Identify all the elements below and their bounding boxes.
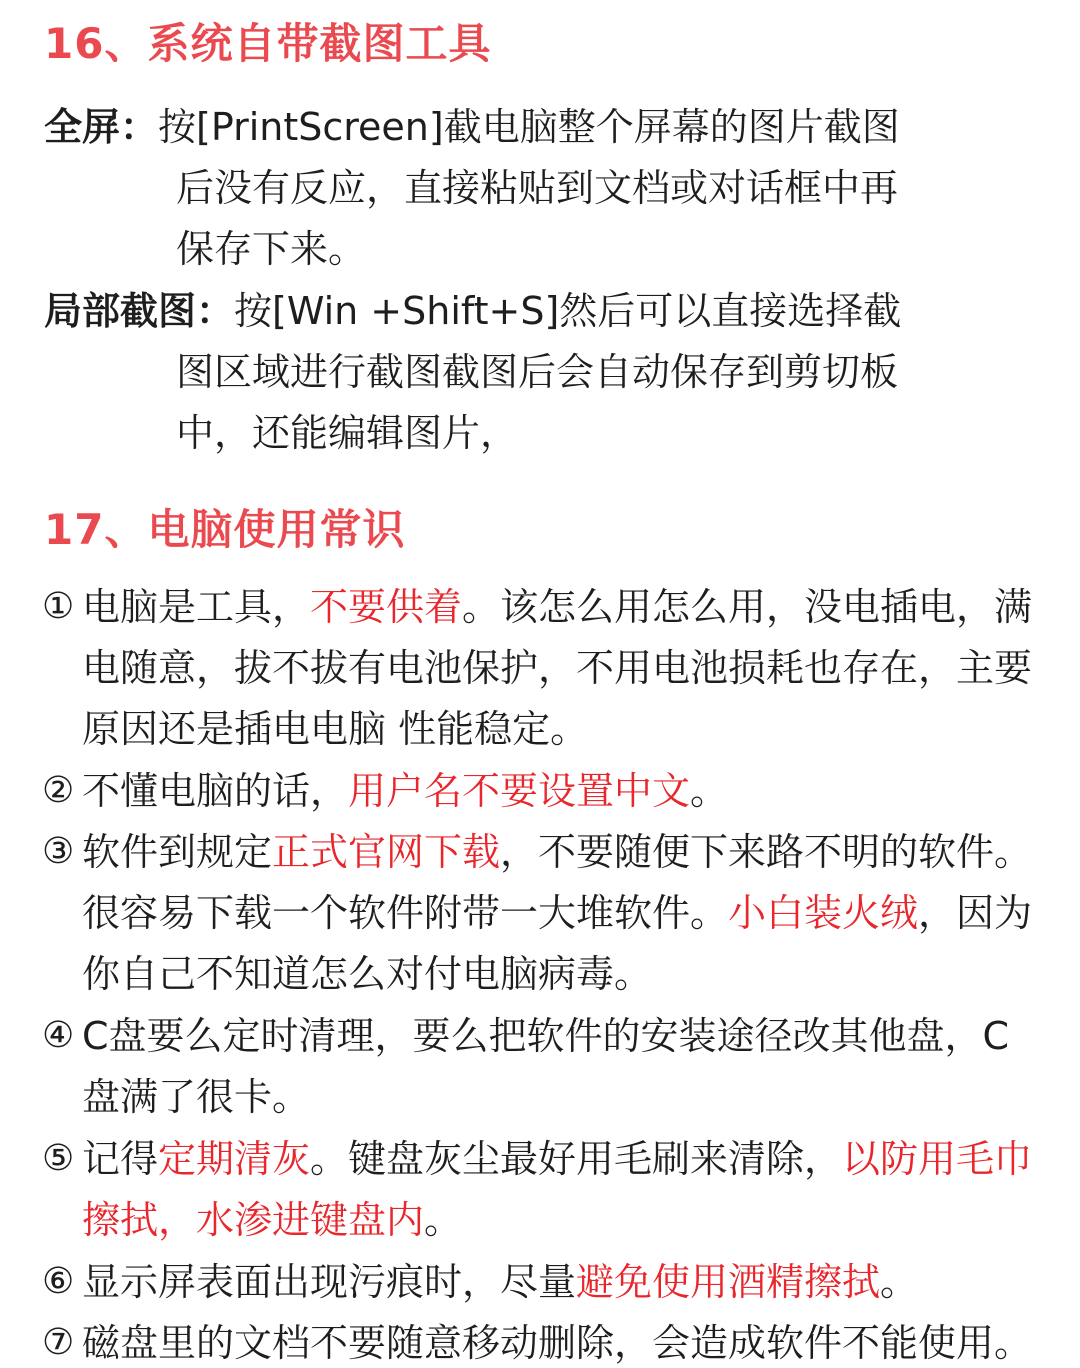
fullscreen-line-3: 保存下来。 <box>176 227 367 271</box>
tip-marker: ④ <box>42 1015 75 1056</box>
tip-text: 。该怎么用怎么用，没电插电，满 <box>462 585 1033 629</box>
tip-3-line-3: 你自己不知道怎么对付电脑病毒。 <box>82 952 653 996</box>
fullscreen-line-2: 后没有反应，直接粘贴到文档或对话框中再 <box>176 166 899 210</box>
tip-highlight: 正式官网下载 <box>272 830 501 874</box>
tip-5-line-2 <box>82 1195 462 1245</box>
tip-4-line-2: 盘满了很卡。 <box>82 1075 311 1119</box>
tip-1-line-2: 电随意，拔不拔有电池保护，不用电池损耗也存在，主要 <box>82 646 1033 690</box>
tip-7-line-1: 磁盘里的文档不要随意移动删除，会造成软件不能使用。 <box>82 1321 1033 1365</box>
tip-1-line-1 <box>82 582 1032 632</box>
tip-text: 很容易下载一个软件附带一大堆软件。 <box>82 891 729 935</box>
tip-1-line-3: 原因还是插电电脑 性能稳定。 <box>82 707 589 751</box>
tip-text: 。键盘灰尘最好用毛刷来清除， <box>310 1137 843 1181</box>
partial-text: 按[Win +Shift+S]然后可以直接选择截 <box>234 289 902 333</box>
tip-highlight: 擦拭，水渗进键盘内 <box>82 1198 425 1242</box>
tip-2-line-1 <box>82 766 728 816</box>
tip-5-line-1 <box>82 1134 1032 1184</box>
tip-highlight: 定期清灰 <box>158 1137 311 1181</box>
partial-line-1 <box>44 286 901 336</box>
tip-marker: ⑥ <box>42 1261 75 1302</box>
tip-text: 。 <box>880 1260 919 1304</box>
partial-line-3: 中，还能编辑图片， <box>176 411 519 455</box>
tip-text: 不懂电脑的话， <box>82 769 349 813</box>
tip-4-line-1: C盘要么定时清理，要么把软件的安装途径改其他盘，C <box>82 1014 1010 1058</box>
tip-highlight: 不要供着 <box>310 585 463 629</box>
tip-3-line-1 <box>82 827 1032 877</box>
tip-text: 显示屏表面出现污痕时，尽量 <box>82 1260 577 1304</box>
tip-6-line-1 <box>82 1257 918 1307</box>
tip-text: ，因为 <box>918 891 1033 935</box>
tip-marker: ② <box>42 770 75 811</box>
section-title-pc-tips: 17、电脑使用常识 <box>44 505 406 554</box>
tip-marker: ① <box>42 586 75 627</box>
partial-line-2: 图区域进行截图截图后会自动保存到剪切板 <box>176 350 899 394</box>
fullscreen-line-1 <box>44 102 900 152</box>
tip-highlight: 避免使用酒精擦拭 <box>576 1260 881 1304</box>
tip-text: 记得 <box>82 1137 159 1181</box>
section-title-screenshot: 16、系统自带截图工具 <box>44 19 492 68</box>
tip-text: 。 <box>424 1198 463 1242</box>
tip-text: 电脑是工具， <box>82 585 311 629</box>
tip-text: 软件到规定 <box>82 830 273 874</box>
tip-marker: ⑦ <box>42 1322 75 1363</box>
tip-marker: ⑤ <box>42 1138 75 1179</box>
tip-3-line-2 <box>82 888 1032 938</box>
tip-highlight: 小白装火绒 <box>728 891 919 935</box>
fullscreen-label: 全屏： <box>44 105 159 149</box>
tip-marker: ③ <box>42 831 75 872</box>
partial-label: 局部截图： <box>44 289 235 333</box>
tip-text: ，不要随便下来路不明的软件。 <box>500 830 1033 874</box>
tip-text: 。 <box>690 769 729 813</box>
fullscreen-text: 按[PrintScreen]截电脑整个屏幕的图片截图 <box>158 105 900 149</box>
tip-highlight: 以防用毛巾 <box>842 1137 1033 1181</box>
tip-highlight: 用户名不要设置中文 <box>348 769 691 813</box>
